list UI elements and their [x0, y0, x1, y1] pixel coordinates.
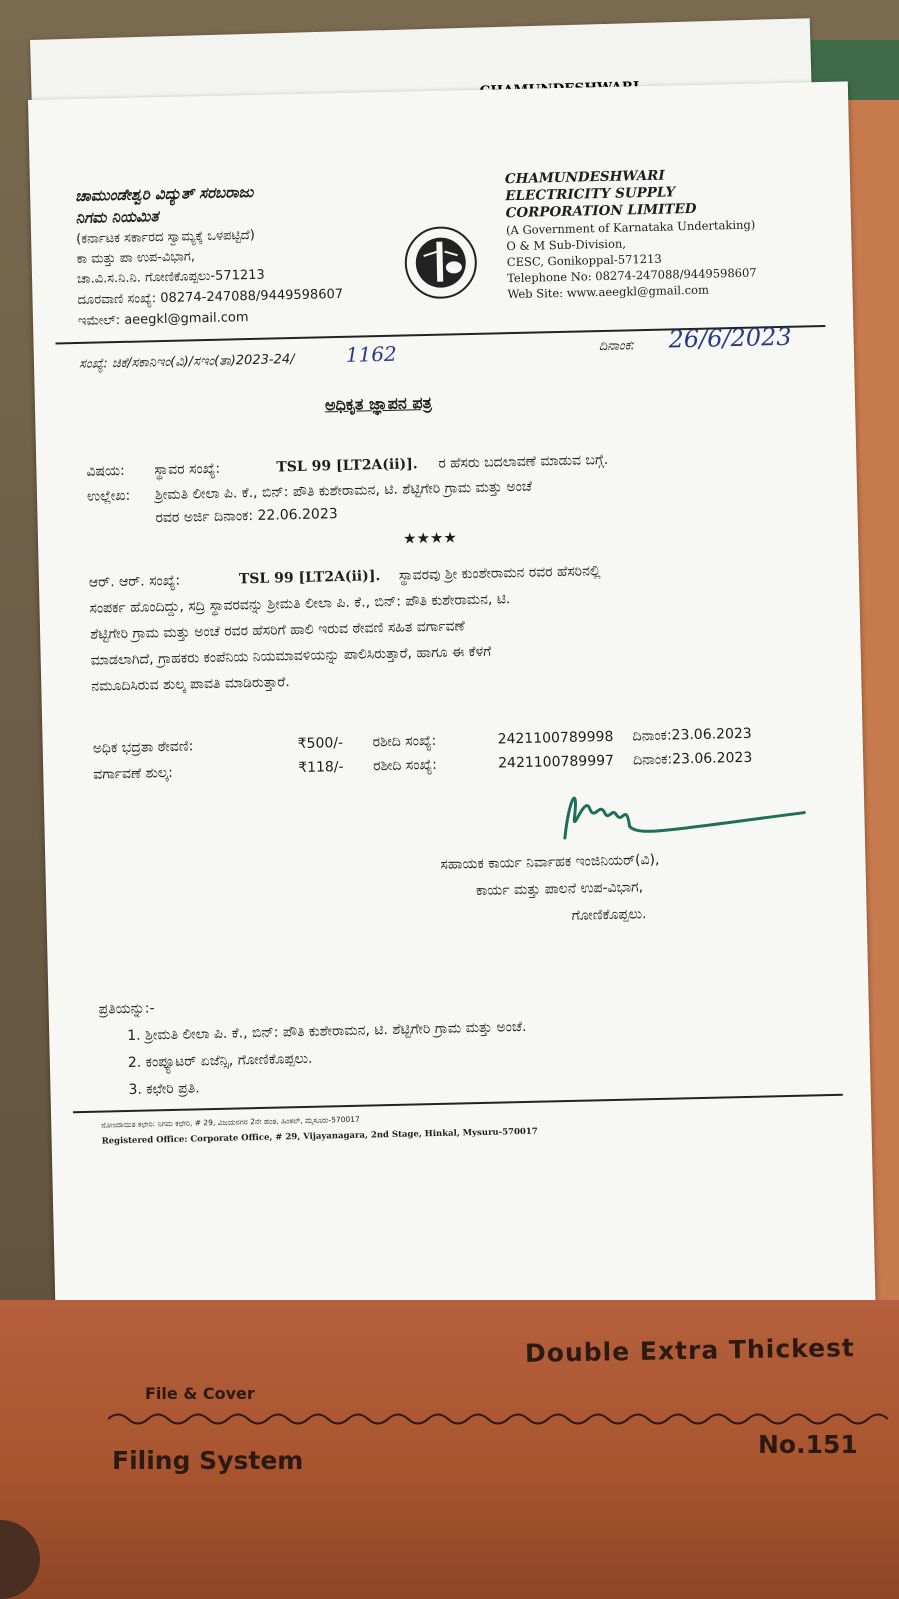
letterhead-kn-line5: ಚಾ.ವಿ.ಸ.ನಿ.ನಿ. ಗೋಣಿಕೊಪ್ಪಲು-571213 [76, 267, 265, 287]
ref-date-label: ದಿನಾಂಕ: [598, 338, 636, 355]
copies-label: ಪ್ರತಿಯನ್ನು:- [98, 1000, 155, 1018]
folder-top-right-text: Double Extra Thickest [524, 1333, 856, 1368]
signatory-line2: ಕಾರ್ಯ ಮತ್ತು ಪಾಲನೆ ಉಪ-ವಿಭಾಗ, [475, 879, 644, 900]
letterhead-en-line3: CORPORATION LIMITED [505, 200, 697, 222]
letterhead-kn-email: ಇಮೇಲ್: aeegkl@gmail.com [77, 310, 249, 329]
letterhead-kn-phone: ದೂರವಾಣಿ ಸಂಖ್ಯೆ: 08274-247088/9449598607 [77, 286, 344, 308]
fee-2-amount: ₹118/- [298, 759, 344, 777]
folder-filing-system: Filing System [112, 1446, 304, 1475]
subject-post: ರ ಹೆಸರು ಬದಲಾವಣೆ ಮಾಡುವ ಬಗ್ಗೆ. [438, 451, 609, 472]
subject-code: TSL 99 [LT2A(ii)]. [276, 456, 418, 476]
reference-label: ಉಲ್ಲೇಖ: [86, 487, 131, 505]
body-l4: ಮಾಡಲಾಗಿದೆ, ಗ್ರಾಹಕರು ಕಂಪೆನಿಯ ನಿಯಮಾವಳಿಯನ್ನು ಪಾಲಿಸಿರುತ್ತಾರೆ, ಹಾಗೂ ಈ ಕೆಳಗೆ [90, 643, 492, 669]
copy-item-3: 3. ಕಛೇರಿ ಪ್ರತಿ. [128, 1080, 200, 1098]
letterhead-en-web: Web Site: www.aeegkl@gmail.com [507, 282, 710, 302]
body-l3: ಶೆಟ್ಟಿಗೇರಿ ಗ್ರಾಮ ಮತ್ತು ಅಂಚೆ ರವರ ಹೆಸರಿಗೆ ಹಾಲಿ ಇರುವ ಠೇವಣಿ ಸಹಿತ ವರ್ಗಾವಣೆ [89, 618, 465, 643]
body-l2: ಸಂಪರ್ಕ ಹೊಂದಿದ್ದು, ಸದ್ರಿ ಸ್ಥಾವರವನ್ನು ಶ್ರೀಮತಿ ಲೀಲಾ ಪಿ. ಕೆ., ಬಿನ್: ಪೌತಿ ಕುಶೇರಾಮನ, ಟಿ. [89, 591, 511, 617]
fee-1-receipt-no: 2421100789998 [497, 728, 614, 748]
subject-pre: ಸ್ಥಾವರ ಸಂಖ್ಯೆ: [154, 460, 221, 479]
copy-item-1: 1. ಶ್ರೀಮತಿ ಲೀಲಾ ಪಿ. ಕೆ., ಬಿನ್: ಪೌತಿ ಕುಶೇರಾಮನ, ಟಿ. ಶೆಟ್ಟಿಗೇರಿ ಗ್ರಾಮ ಮತ್ತು ಅಂಚೆ. [127, 1018, 527, 1044]
fee-2-label: ವರ್ಗಾವಣೆ ಶುಲ್ಕ: [93, 764, 174, 783]
ref-number-handwritten: 1162 [345, 341, 398, 367]
letterhead-en-line6: CESC, Gonikoppal-571213 [506, 251, 662, 270]
subject-label: ವಿಷಯ: [86, 462, 125, 480]
folder-number: No.151 [758, 1430, 858, 1459]
ref-date-handwritten: 26/6/2023 [668, 322, 792, 354]
body-l1-pre: ಆರ್. ಆರ್. ಸಂಖ್ಯೆ: [88, 572, 181, 591]
fee-2-receipt-label: ರಶೀದಿ ಸಂಖ್ಯೆ: [373, 756, 438, 775]
letterhead-kn-line4: ಕಾ ಮತ್ತು ಪಾ ಉಪ-ವಿಭಾಗ, [76, 249, 196, 267]
signatory-line3: ಗೋಣಿಕೊಪ್ಪಲು. [571, 906, 647, 924]
copy-item-2: 2. ಕಂಪ್ಯೂಟರ್ ಏಜೆನ್ಸಿ, ಗೋಣಿಕೊಪ್ಪಲು. [127, 1050, 313, 1071]
letterhead-en-phone: Telephone No: 08274-247088/9449598607 [507, 265, 757, 286]
reference-line1: ಶ್ರೀಮತಿ ಲೀಲಾ ಪಿ. ಕೆ., ಬಿನ್: ಪೌತಿ ಕುಶೇರಾಮನ, ಟಿ. ಶೆಟ್ಟಿಗೇರಿ ಗ್ರಾಮ ಮತ್ತು ಅಂಚೆ [154, 478, 533, 504]
letterhead-en-line1: CHAMUNDESHWARI [504, 167, 665, 188]
body-l1-code: TSL 99 [LT2A(ii)]. [238, 568, 381, 588]
body-l5: ನಮೂದಿಸಿರುವ ಶುಲ್ಕ ಪಾವತಿ ಮಾಡಿರುತ್ತಾರೆ. [91, 674, 290, 695]
fee-1-date: ದಿನಾಂಕ:23.06.2023 [632, 725, 752, 745]
letterhead-kn-line3: (ಕರ್ನಾಟಕ ಸರ್ಕಾರದ ಸ್ವಾಮ್ಯಕ್ಕೆ ಒಳಪಟ್ಟಿದೆ) [76, 227, 255, 247]
body-l1-post: ಸ್ಥಾವರವು ಶ್ರೀ ಕುಂಶೇರಾಮನ ರವರ ಹೆಸರಿನಲ್ಲಿ [398, 563, 601, 584]
footer-en: Registered Office: Corporate Office, # 29, Vijayanagara, 2nd Stage, Hinkal, Mysuru-570017 [101, 1126, 538, 1147]
fee-1-amount: ₹500/- [297, 735, 344, 753]
signatory-line1: ಸಹಾಯಕ ಕಾರ್ಯ ನಿರ್ವಾಹಕ ಇಂಜಿನಿಯರ್(ವಿ), [440, 851, 660, 873]
fee-2-receipt-no: 2421100789997 [497, 752, 615, 772]
document-title: ಅಧಿಕೃತ ಜ್ಞಾಪನ ಪತ್ರ [324, 392, 432, 415]
letterhead-en-line4: (A Government of Karnataka Undertaking) [505, 217, 756, 238]
cesc-logo [403, 225, 479, 301]
letter-sheet [28, 81, 877, 1389]
footer-rule [73, 1094, 843, 1113]
letterhead-en-line5: O & M Sub-Division, [506, 236, 627, 254]
letterhead-kn-line2: ನಿಗಮ ನಿಯಮಿತ [75, 207, 159, 227]
footer-kn: ನೋಂದಾಯಿತ ಕಛೇರಿ: ನಿಗಮ ಕಛೇರಿ, # 29, ವಿಜಯನಗರ 2ನೇ ಹಂತ, ಹಿಂಕಲ್, ಮೈಸೂರು-570017 [101, 1114, 360, 1130]
letterhead-kn-line1: ಚಾಮುಂಡೇಶ್ವರಿ ವಿದ್ಯುತ್ ಸರಬರಾಜು [74, 182, 254, 205]
fee-1-receipt-label: ರಶೀದಿ ಸಂಖ್ಯೆ: [372, 732, 437, 751]
folder-ornament-border [108, 1410, 899, 1428]
separator-stars: ★★★★ [402, 528, 458, 548]
ref-number-label: ಸಂಖ್ಯೆ: ಚಿಕೆ/ಸಕಾನಿಇಂ(ವಿ)/ಸಇಂ(ತಾ)2023-24/ [78, 352, 295, 372]
folder-brand-line: File & Cover [145, 1384, 255, 1403]
reference-line2: ರವರ ಅರ್ಜಿ ದಿನಾಂಕ: 22.06.2023 [155, 506, 338, 527]
letterhead-en-line2: ELECTRICITY SUPPLY [505, 184, 676, 205]
fee-1-label: ಅಧಿಕ ಭದ್ರತಾ ಠೇವಣಿ: [92, 738, 194, 757]
signature-mark [544, 772, 816, 848]
fee-2-date: ದಿನಾಂಕ:23.06.2023 [632, 749, 753, 769]
